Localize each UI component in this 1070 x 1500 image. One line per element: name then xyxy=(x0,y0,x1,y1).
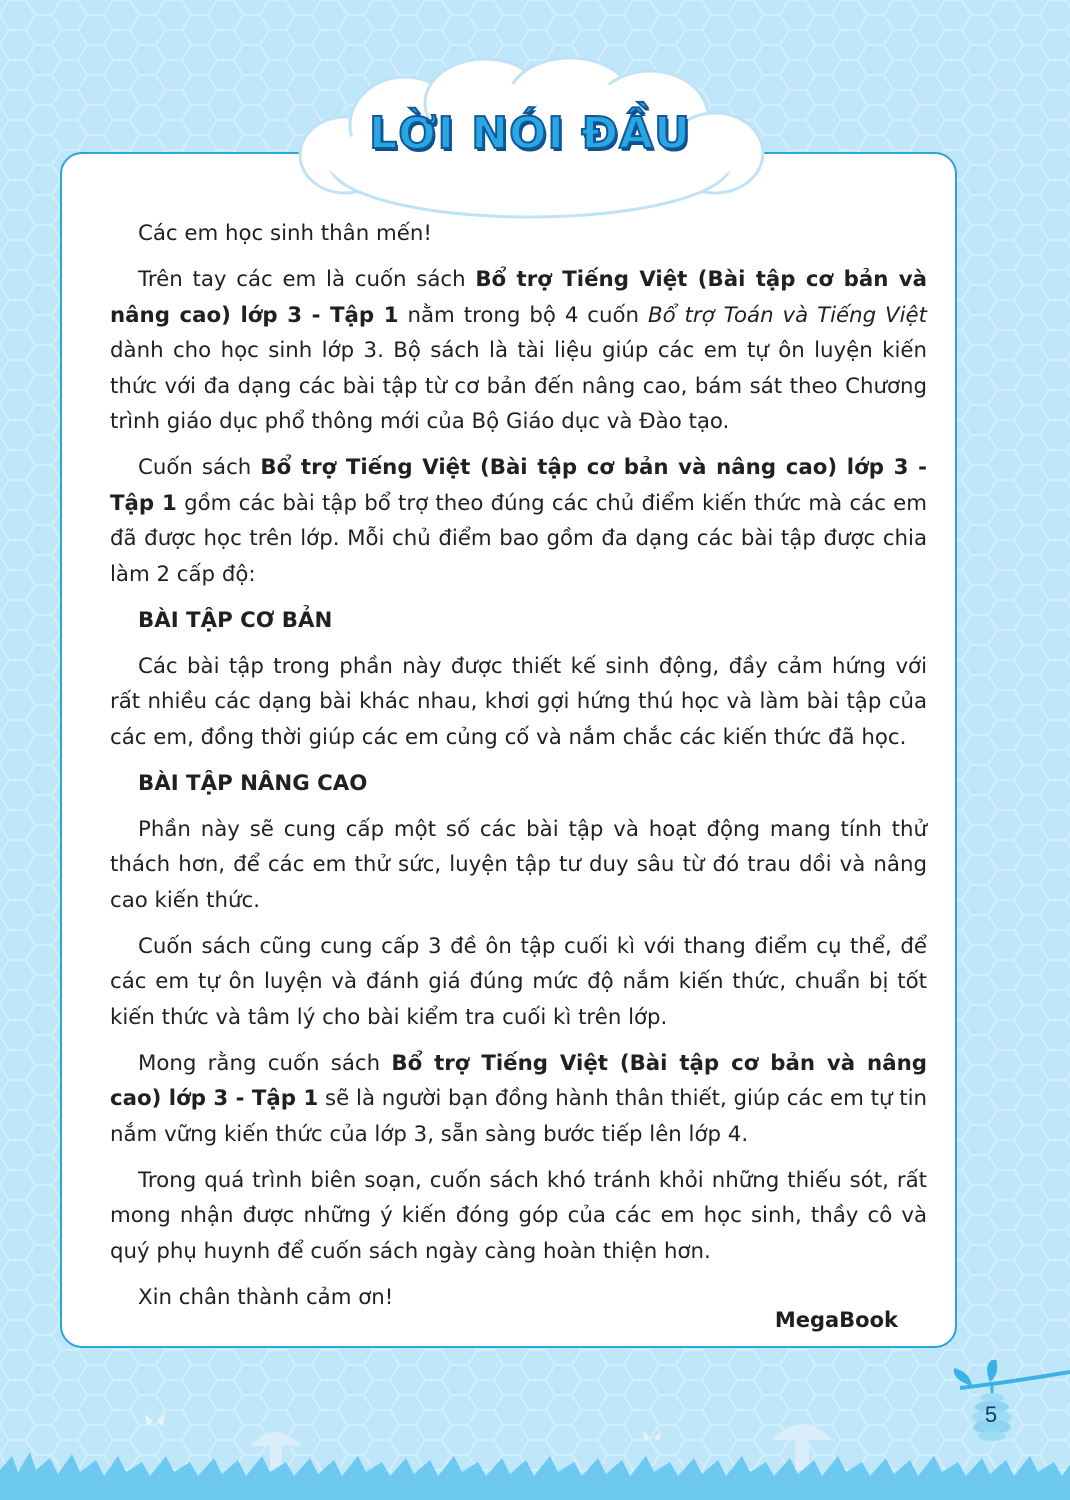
paragraph-basic: Các bài tập trong phần này được thiết kế sinh động, đầy cảm hứng với rất nhiều các dạng bài khác nhau, khơi gợi hứng thú học và làm bài tập của các em, đồng thời giúp các em củng cố và nắm chắc các kiến thức đã học. xyxy=(110,653,927,750)
signature: MegaBook xyxy=(774,1308,898,1332)
paragraph-feedback: Trong quá trình biên soạn, cuốn sách khó tránh khỏi những thiếu sót, rất mong nhận được những ý kiến đóng góp của các em học sinh, thầy cô và quý phụ huynh để cuốn sách ngày càng hoàn thiện hơn. xyxy=(110,1167,927,1264)
branch-icon xyxy=(960,1372,1070,1388)
paragraph-exams: Cuốn sách cũng cung cấp 3 đề ôn tập cuối kì với thang điểm cụ thể, để các em tự ôn luyện và đánh giá đúng mức độ nắm kiến thức, chuẩn bị tốt kiến thức và tâm lý cho bài kiểm tra cuối kì trên lớp. xyxy=(110,933,927,1030)
paragraph-structure: Cuốn sách Bổ trợ Tiếng Việt (Bài tập cơ bản và nâng cao) lớp 3 - Tập 1 gồm các bài tập bổ trợ theo đúng các chủ điểm kiến thức mà các em đã được học trên lớp. Mỗi chủ điểm bao gồm đa dạng các bài tập được chia làm 2 cấp độ: xyxy=(110,455,928,587)
page-number: 5 xyxy=(984,1402,998,1427)
heading-basic: BÀI TẬP CƠ BẢN xyxy=(138,607,333,633)
heading-advanced: BÀI TẬP NÂNG CAO xyxy=(138,770,368,796)
page-title: LỜI NÓI ĐẦU xyxy=(369,108,691,159)
preface-body xyxy=(110,216,927,1326)
leaf-icon xyxy=(987,1360,997,1382)
paragraph-advanced: Phần này sẽ cung cấp một số các bài tập và hoạt động mang tính thử thách hơn, để các em thử sức, luyện tập tư duy sâu từ đó trau dồi và nâng cao kiến thức. xyxy=(110,816,927,913)
greeting: Các em học sinh thân mến! xyxy=(138,221,432,246)
butterfly-icon xyxy=(145,1414,165,1426)
paragraph-hope: Mong rằng cuốn sách Bổ trợ Tiếng Việt (Bài tập cơ bản và nâng cao) lớp 3 - Tập 1 sẽ là người bạn đồng hành thân thiết, giúp các em tự tin nắm vững kiến thức của lớp 3, sẵn sàng bước tiếp lên lớp 4. xyxy=(110,1050,927,1147)
mushroom-icon xyxy=(772,1424,832,1471)
leaf-icon xyxy=(954,1368,972,1386)
paragraph-intro: Trên tay các em là cuốn sách Bổ trợ Tiếng Việt (Bài tập cơ bản và nâng cao) lớp 3 - Tập 1 nằm trong bộ 4 cuốn Bổ trợ Toán và Tiếng Việt dành cho học sinh lớp 3. Bộ sách là tài liệu giúp các em tự ôn luyện kiến thức với đa dạng các bài tập từ cơ bản đến nâng cao, bám sát theo Chương trình giáo dục phổ thông mới của Bộ Giáo dục và Đào tạo. xyxy=(110,267,927,434)
butterfly-icon xyxy=(643,1431,661,1441)
closing: Xin chân thành cảm ơn! xyxy=(138,1284,394,1310)
grass-icon xyxy=(0,1452,1070,1500)
grass-footer-decoration xyxy=(0,1360,1070,1500)
